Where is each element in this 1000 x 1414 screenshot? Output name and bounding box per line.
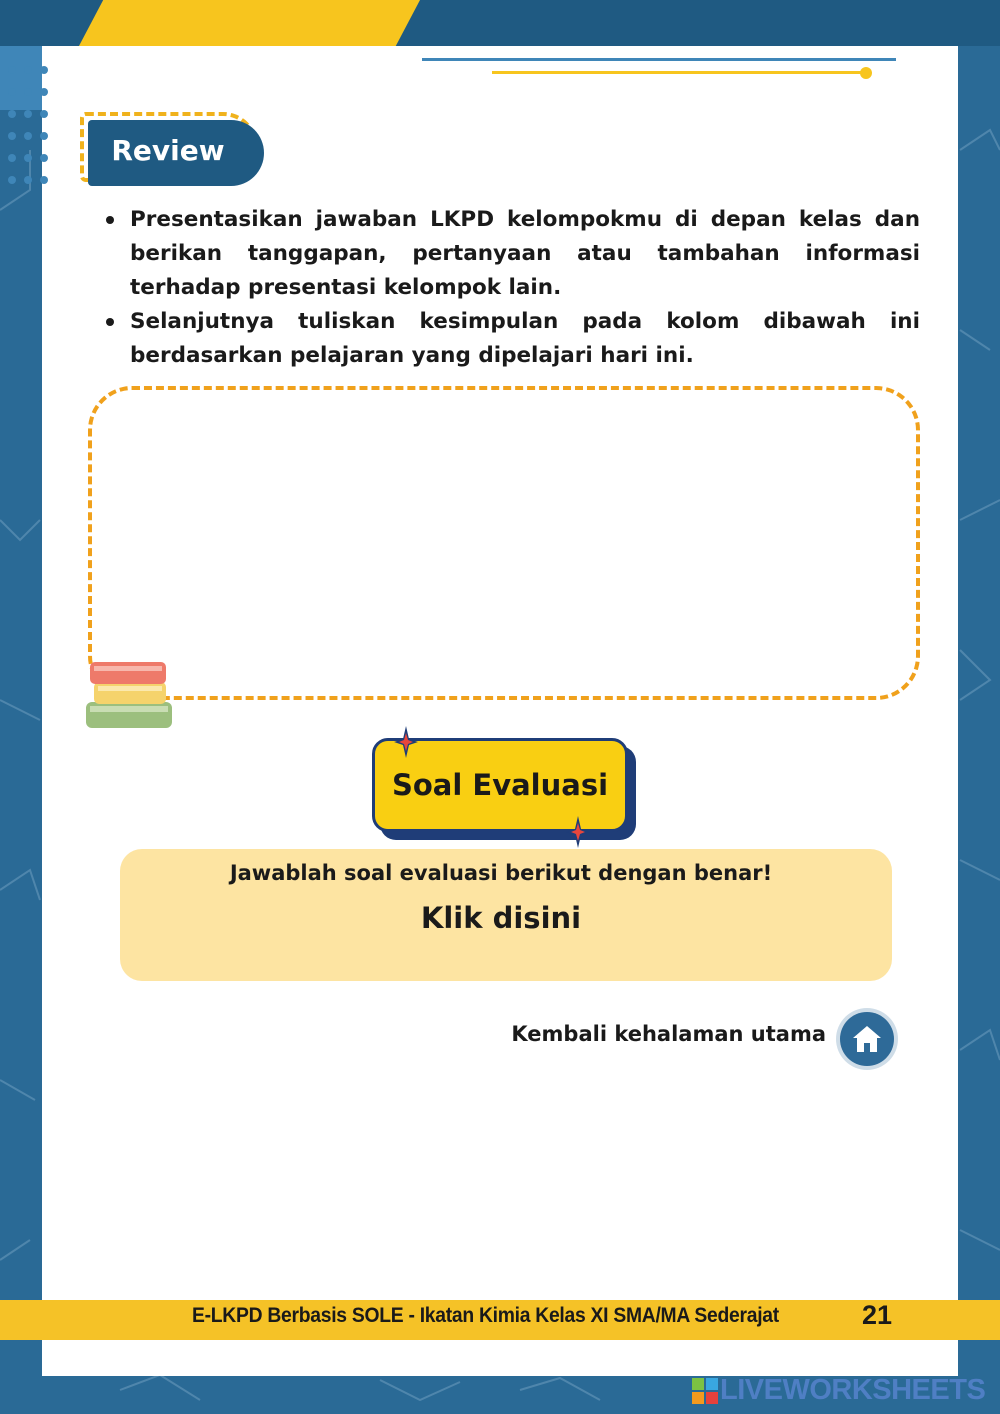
books-icon	[80, 656, 180, 736]
evaluation-badge	[370, 726, 642, 844]
liveworksheets-logo-icon	[692, 1378, 718, 1404]
conclusion-input[interactable]	[100, 398, 908, 688]
instruction-item: Presentasikan jawaban LKPD kelompokmu di depan kelas dan berikan tanggapan, pertanyaan atau tambahan informasi terhadap presentasi kelompok lain.	[100, 203, 920, 305]
instruction-item: Selanjutnya tuliskan kesimpulan pada kolom dibawah ini berdasarkan pelajaran yang dipelajari hari ini.	[100, 305, 920, 373]
liveworksheets-watermark: LIVEWORKSHEETS	[720, 1374, 986, 1406]
review-badge	[80, 112, 266, 192]
footer-title: E-LKPD Berbasis SOLE - Ikatan Kimia Kelas XI SMA/MA Sederajat	[192, 1304, 779, 1327]
sparkle-icon	[566, 816, 590, 848]
evaluation-instruction: Jawablah soal evaluasi berikut dengan benar!	[229, 861, 773, 885]
divider-dot	[860, 67, 872, 79]
home-label: Kembali kehalaman utama	[511, 1022, 826, 1046]
home-icon	[852, 1025, 882, 1053]
page-number: 21	[862, 1300, 893, 1330]
instruction-list	[100, 203, 920, 373]
evaluation-title: Soal Evaluasi	[391, 768, 609, 802]
evaluation-link[interactable]: Klik disini	[420, 901, 582, 935]
dot-grid-decoration	[4, 62, 64, 192]
divider-line-yellow	[492, 71, 866, 74]
divider-line-blue	[422, 58, 896, 61]
sparkle-icon	[394, 726, 418, 758]
home-button-face	[840, 1012, 894, 1066]
home-button[interactable]	[836, 1008, 898, 1070]
evaluation-card	[120, 849, 892, 981]
review-title: Review	[111, 133, 225, 167]
